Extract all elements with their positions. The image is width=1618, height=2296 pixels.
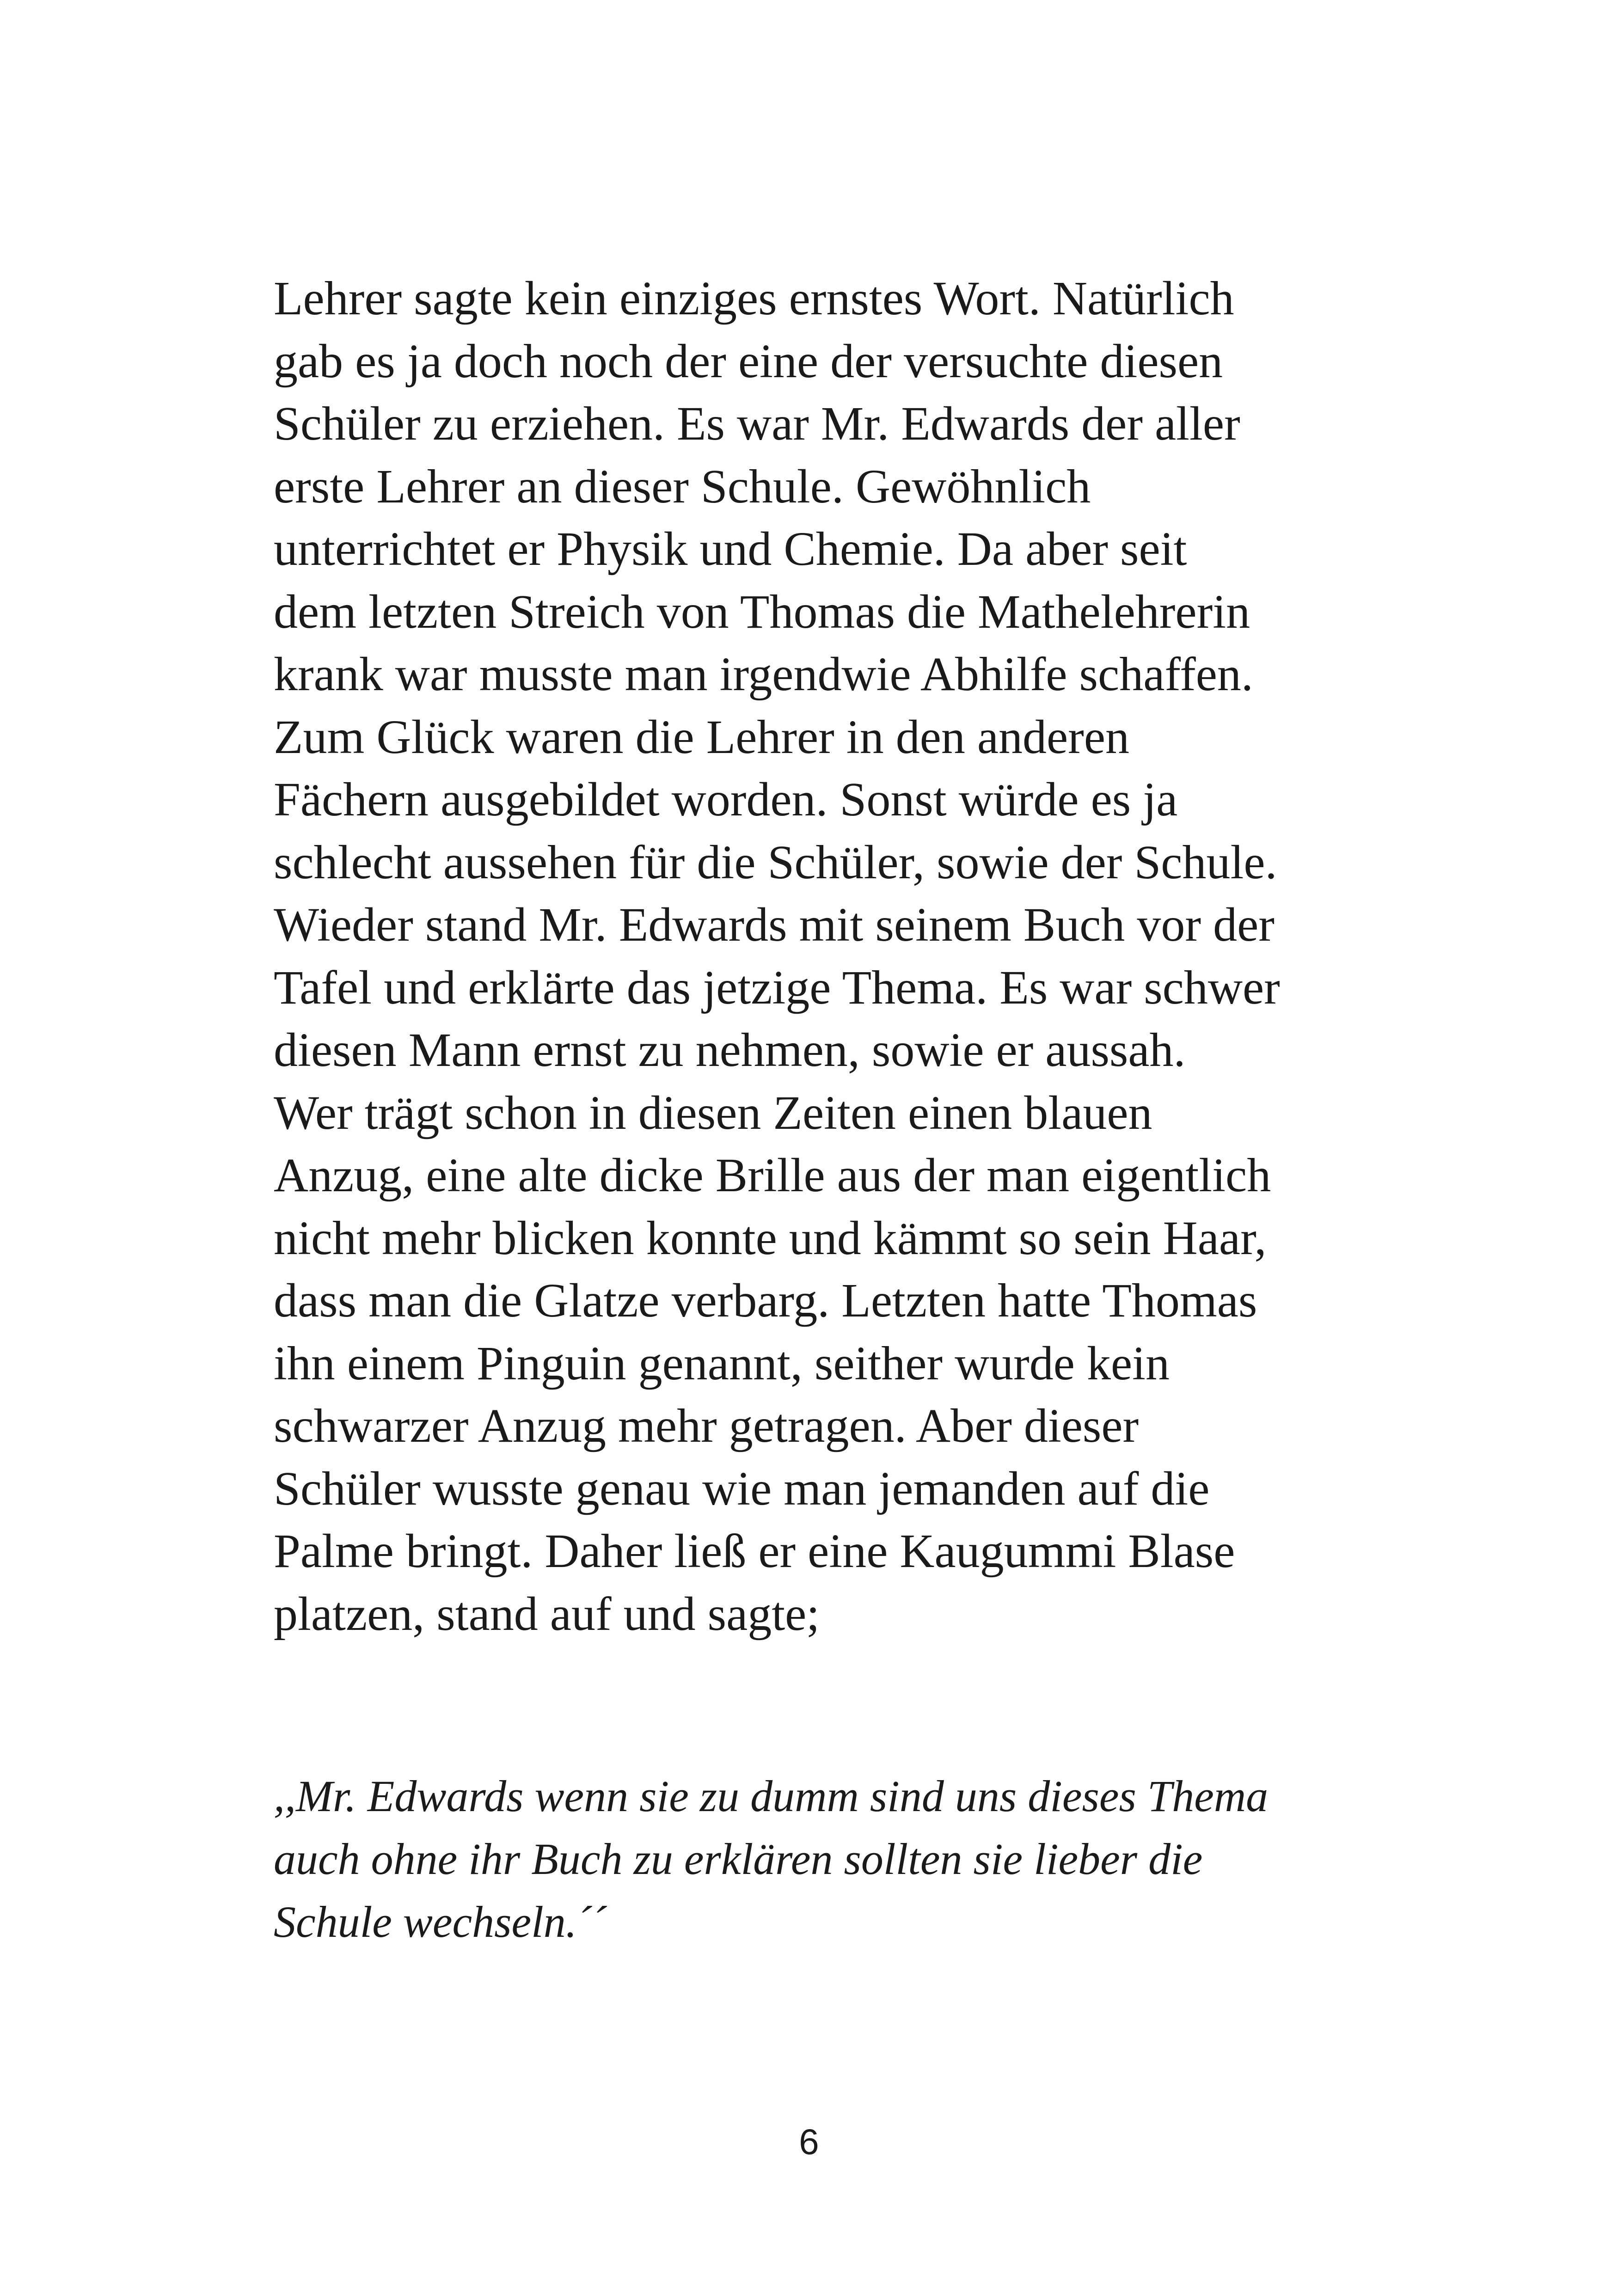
paragraph-line: Schüler wusste genau wie man jemanden auf die [274, 1462, 1210, 1515]
dialogue-quote [274, 1765, 1392, 1953]
paragraph-line: erste Lehrer an dieser Schule. Gewöhnlich [274, 459, 1091, 513]
paragraph-line: nicht mehr blicken konnte und kämmt so sein Haar, [274, 1211, 1267, 1265]
body-paragraph [274, 267, 1392, 1645]
page-number: 6 [799, 2121, 819, 2162]
paragraph-line: schwarzer Anzug mehr getragen. Aber dieser [274, 1399, 1139, 1452]
paragraph-line: dem letzten Streich von Thomas die Mathelehrerin [274, 585, 1250, 638]
paragraph-line: gab es ja doch noch der eine der versuchte diesen [274, 334, 1223, 388]
paragraph-line: Palme bringt. Daher ließ er eine Kaugummi Blase [274, 1525, 1235, 1578]
paragraph-line: Schüler zu erziehen. Es war Mr. Edwards der aller [274, 397, 1240, 450]
quote-line: ,,Mr. Edwards wenn sie zu dumm sind uns dieses Thema [274, 1771, 1269, 1821]
paragraph-line: Lehrer sagte kein einziges ernstes Wort. Natürlich [274, 272, 1234, 325]
paragraph-line: ihn einem Pinguin genannt, seither wurde kein [274, 1336, 1170, 1390]
quote-line: auch ohne ihr Buch zu erklären sollten sie lieber die [274, 1834, 1203, 1884]
paragraph-line: Wieder stand Mr. Edwards mit seinem Buch vor der [274, 898, 1275, 951]
paragraph-line: schlecht aussehen für die Schüler, sowie der Schule. [274, 835, 1277, 889]
paragraph-line: diesen Mann ernst zu nehmen, sowie er aussah. [274, 1023, 1186, 1077]
paragraph-line: krank war musste man irgendwie Abhilfe schaffen. [274, 648, 1253, 701]
paragraph-line: dass man die Glatze verbarg. Letzten hatte Thomas [274, 1274, 1257, 1327]
paragraph-line: Fächern ausgebildet worden. Sonst würde es ja [274, 773, 1178, 826]
quote-line: Schule wechseln.´´ [274, 1897, 607, 1947]
paragraph-line: Wer trägt schon in diesen Zeiten einen blauen [274, 1086, 1152, 1139]
paragraph-line: platzen, stand auf und sagte; [274, 1587, 820, 1641]
paragraph-line: Zum Glück waren die Lehrer in den anderen [274, 710, 1129, 764]
paragraph-line: Tafel und erklärte das jetzige Thema. Es war schwer [274, 961, 1280, 1014]
paragraph-line: Anzug, eine alte dicke Brille aus der man eigentlich [274, 1149, 1271, 1202]
paragraph-line: unterrichtet er Physik und Chemie. Da aber seit [274, 522, 1187, 576]
